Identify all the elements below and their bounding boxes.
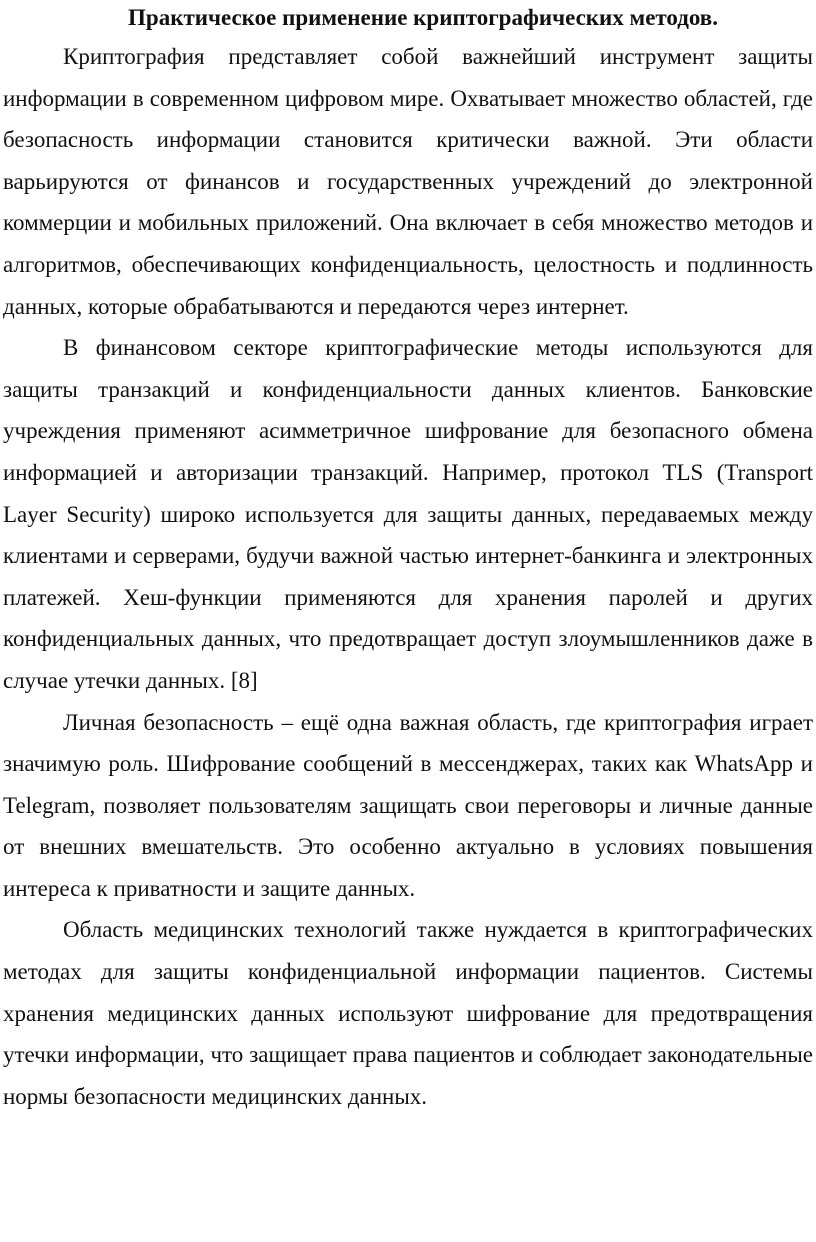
paragraph-medical: Область медицинских технологий также нуждается в криптографических методах для защиты конфиденциальной информации пациентов. Системы хранения медицинских данных используют шифрование для предотвращения утечки информации, что защищает права пациентов и соблюдает законодательные нормы безопасности медицинских данных. xyxy=(3,917,813,1109)
paragraph-intro: Криптография представляет собой важнейший инструмент защиты информации в современном цифровом мире. Охватывает множество областей, где безопасность информации становится критически важной. Эти области варьируются от финансов и государственных учреждений до электронной коммерции и мобильных приложений. Она включает в себя множество методов и алгоритмов, обеспечивающих конфиденциальность, целостность и подлинность данных, которые обрабатываются и передаются через интернет. xyxy=(3,44,813,319)
paragraph-finance: В финансовом секторе криптографические методы используются для защиты транзакций и конфиденциальности данных клиентов. Банковские учреждения применяют асимметричное шифрование для безопасного обмена информацией и авторизации транзакций. Например, протокол TLS (Transport Layer Security) широко используется для защиты данных, передаваемых между клиентами и серверами, будучи важной частью интернет-банкинга и электронных платежей. Хеш-функции применяются для хранения паролей и других конфиденциальных данных, что предотвращает доступ злоумышленников даже в случае утечки данных. [8] xyxy=(3,335,813,693)
paragraph-personal-security: Личная безопасность – ещё одна важная область, где криптография играет значимую роль. Шифрование сообщений в мессенджерах, таких как WhatsApp и Telegram, позволяет пользователям защищать свои переговоры и личные данные от внешних вмешательств. Это особенно актуально в условиях повышения интереса к приватности и защите данных. xyxy=(3,709,813,901)
document-title: Практическое применение криптографических методов. xyxy=(128,5,718,30)
